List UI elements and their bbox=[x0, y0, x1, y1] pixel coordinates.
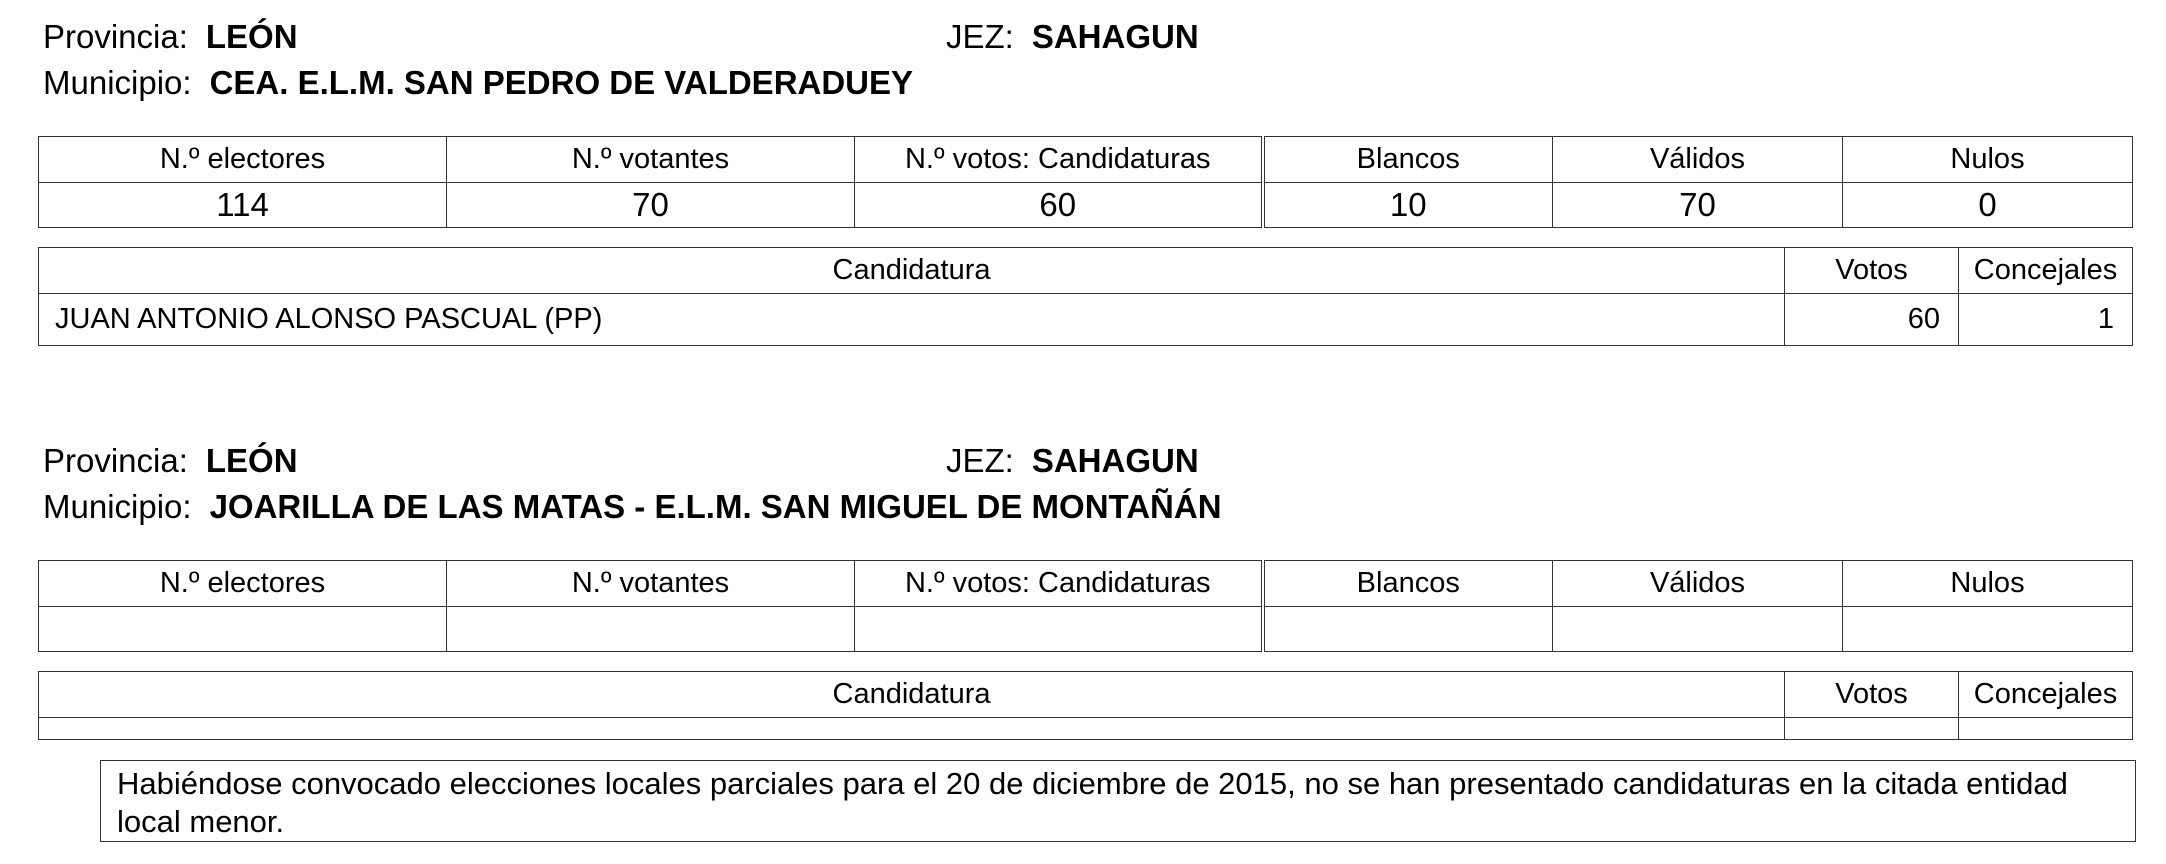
nulos-header: Nulos bbox=[1843, 561, 2133, 607]
validos-header: Válidos bbox=[1553, 561, 1843, 607]
provincia-value: LEÓN bbox=[205, 18, 298, 55]
blancos-value: 10 bbox=[1263, 183, 1553, 228]
blancos-value bbox=[1263, 607, 1553, 652]
jez-value: SAHAGUN bbox=[1031, 18, 1199, 55]
candidatura-concejales bbox=[1959, 718, 2133, 740]
provincia-row-2 bbox=[43, 441, 298, 481]
blancos-header: Blancos bbox=[1263, 137, 1553, 183]
provincia-label: Provincia: bbox=[43, 18, 188, 55]
electores-header: N.º electores bbox=[39, 561, 447, 607]
note-box: Habiéndose convocado elecciones locales parciales para el 20 de diciembre de 2015, no se han presentado candidaturas en la citada entidad local menor. bbox=[100, 760, 2136, 842]
stats-header-row bbox=[39, 561, 2133, 607]
concejales-header: Concejales bbox=[1959, 672, 2133, 718]
jez-value: SAHAGUN bbox=[1031, 442, 1199, 479]
electores-header: N.º electores bbox=[39, 137, 447, 183]
nulos-value: 0 bbox=[1843, 183, 2133, 228]
stats-value-row bbox=[39, 183, 2133, 228]
cand-header-row bbox=[39, 248, 2133, 294]
votantes-value bbox=[447, 607, 855, 652]
provincia-value: LEÓN bbox=[205, 442, 298, 479]
blancos-header: Blancos bbox=[1263, 561, 1553, 607]
provincia-label: Provincia: bbox=[43, 442, 188, 479]
candidatura-header: Candidatura bbox=[39, 672, 1785, 718]
votos-header: Votos bbox=[1785, 672, 1959, 718]
validos-value bbox=[1553, 607, 1843, 652]
provincia-row-1 bbox=[43, 17, 298, 57]
votos-candidaturas-header: N.º votos: Candidaturas bbox=[855, 137, 1263, 183]
candidatura-votos: 60 bbox=[1785, 294, 1959, 346]
municipio-row-2 bbox=[43, 487, 1222, 527]
candidatura-votos bbox=[1785, 718, 1959, 740]
votos-candidaturas-value bbox=[855, 607, 1263, 652]
votantes-header: N.º votantes bbox=[447, 561, 855, 607]
table-row bbox=[39, 718, 2133, 740]
concejales-header: Concejales bbox=[1959, 248, 2133, 294]
jez-row-1 bbox=[946, 17, 1199, 57]
validos-value: 70 bbox=[1553, 183, 1843, 228]
votos-header: Votos bbox=[1785, 248, 1959, 294]
candidatura-name bbox=[39, 718, 1785, 740]
votantes-header: N.º votantes bbox=[447, 137, 855, 183]
municipio-row-1 bbox=[43, 63, 913, 103]
stats-value-row bbox=[39, 607, 2133, 652]
candidatura-name: JUAN ANTONIO ALONSO PASCUAL (PP) bbox=[39, 294, 1785, 346]
stats-table-1 bbox=[38, 136, 2133, 228]
jez-label: JEZ: bbox=[946, 18, 1014, 55]
municipio-value: JOARILLA DE LAS MATAS - E.L.M. SAN MIGUEL DE MONTAÑÁN bbox=[209, 488, 1222, 525]
jez-label: JEZ: bbox=[946, 442, 1014, 479]
candidatura-concejales: 1 bbox=[1959, 294, 2133, 346]
candidaturas-table-2 bbox=[38, 671, 2133, 740]
candidatura-header: Candidatura bbox=[39, 248, 1785, 294]
municipio-value: CEA. E.L.M. SAN PEDRO DE VALDERADUEY bbox=[209, 64, 914, 101]
nulos-value bbox=[1843, 607, 2133, 652]
cand-header-row bbox=[39, 672, 2133, 718]
municipio-label: Municipio: bbox=[43, 64, 192, 101]
electores-value bbox=[39, 607, 447, 652]
table-row bbox=[39, 294, 2133, 346]
stats-table-2 bbox=[38, 560, 2133, 652]
municipio-label: Municipio: bbox=[43, 488, 192, 525]
votos-candidaturas-header: N.º votos: Candidaturas bbox=[855, 561, 1263, 607]
candidaturas-table-1 bbox=[38, 247, 2133, 346]
stats-header-row bbox=[39, 137, 2133, 183]
nulos-header: Nulos bbox=[1843, 137, 2133, 183]
votos-candidaturas-value: 60 bbox=[855, 183, 1263, 228]
jez-row-2 bbox=[946, 441, 1199, 481]
votantes-value: 70 bbox=[447, 183, 855, 228]
electores-value: 114 bbox=[39, 183, 447, 228]
validos-header: Válidos bbox=[1553, 137, 1843, 183]
